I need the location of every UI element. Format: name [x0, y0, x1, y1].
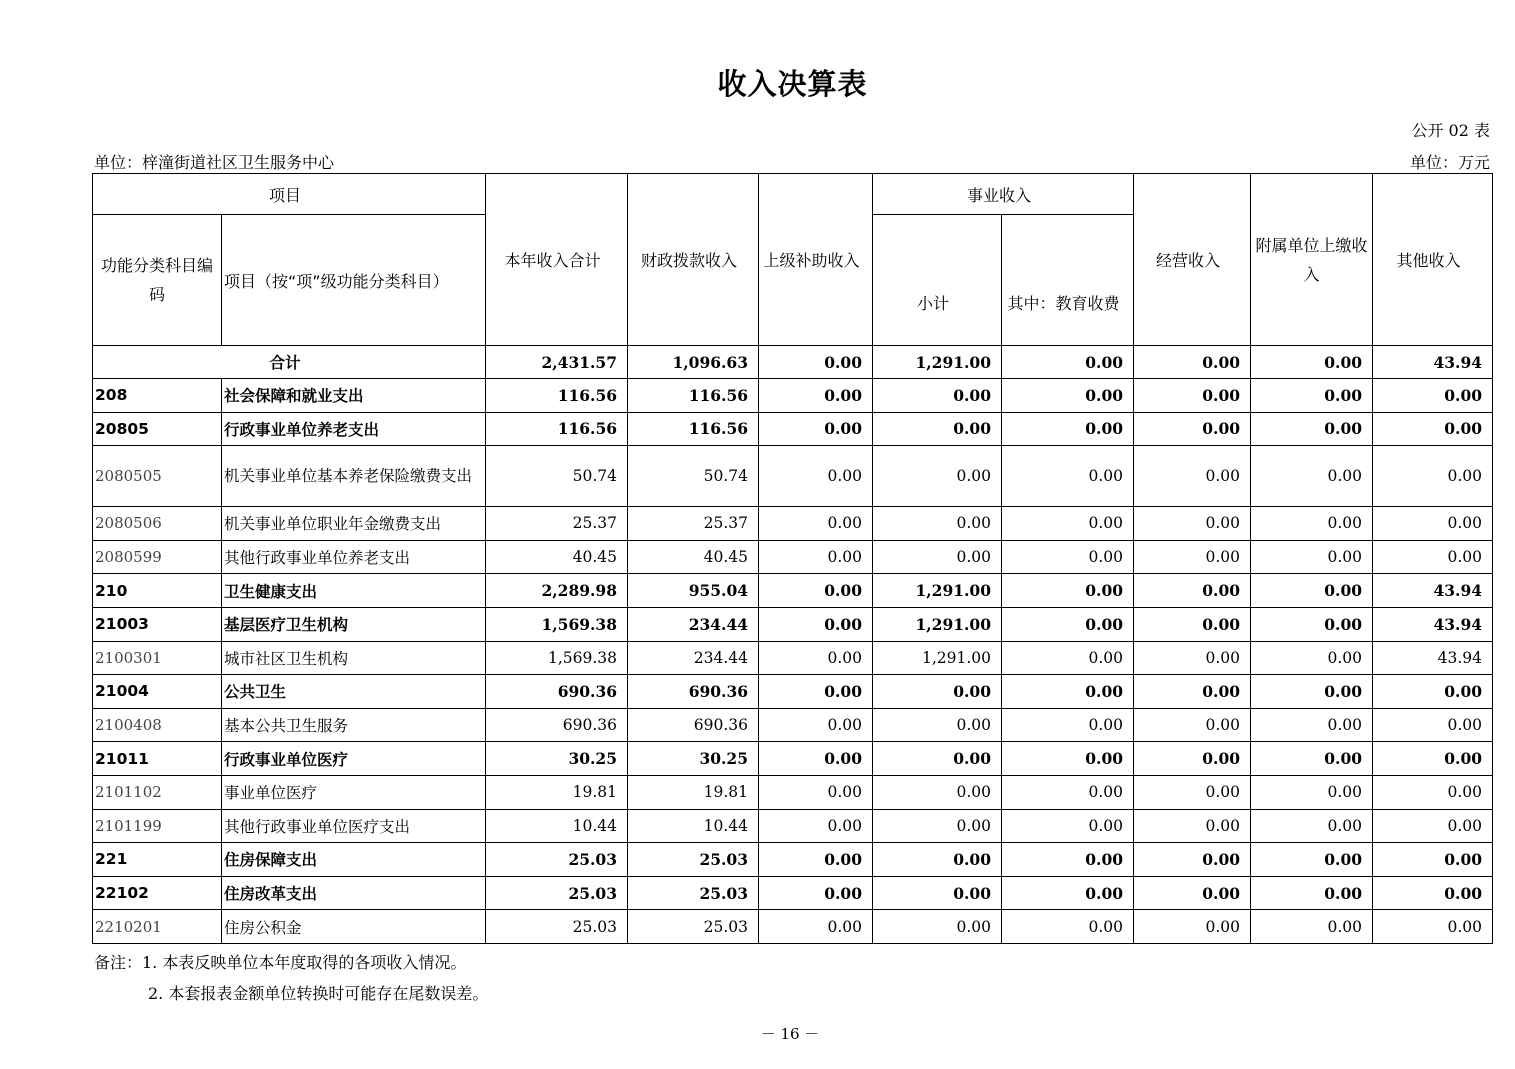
header-subtotal: 小计	[873, 215, 1002, 346]
row-value: 116.56	[628, 412, 759, 446]
row-value: 0.00	[1134, 775, 1251, 809]
row-value: 0.00	[873, 446, 1002, 507]
row-value: 1,291.00	[873, 574, 1002, 608]
table-row	[93, 412, 1493, 446]
row-value: 25.03	[628, 843, 759, 877]
row-value: 690.36	[486, 675, 628, 709]
row-value: 0.00	[1373, 809, 1493, 843]
row-value: 0.00	[1373, 446, 1493, 507]
row-value: 40.45	[628, 540, 759, 574]
row-code: 2080505	[93, 446, 222, 507]
row-value: 1,569.38	[486, 641, 628, 675]
row-name: 其他行政事业单位养老支出	[222, 540, 486, 574]
row-name: 住房改革支出	[222, 876, 486, 910]
row-value: 0.00	[873, 809, 1002, 843]
row-value: 0.00	[1134, 708, 1251, 742]
row-value: 0.00	[873, 910, 1002, 944]
row-code: 2100408	[93, 708, 222, 742]
row-value: 0.00	[1251, 641, 1373, 675]
total-value: 1,096.63	[628, 346, 759, 379]
table-row	[93, 607, 1493, 641]
row-code: 21011	[93, 742, 222, 776]
row-value: 19.81	[628, 775, 759, 809]
row-value: 25.03	[486, 910, 628, 944]
total-value: 43.94	[1373, 346, 1493, 379]
total-value: 0.00	[1251, 346, 1373, 379]
header-operating: 经营收入	[1134, 174, 1251, 346]
row-code: 2080506	[93, 507, 222, 541]
row-value: 0.00	[1373, 412, 1493, 446]
row-name: 机关事业单位基本养老保险缴费支出	[222, 446, 486, 507]
row-value: 0.00	[873, 412, 1002, 446]
table-row	[93, 775, 1493, 809]
header-item-group: 项目	[93, 174, 486, 215]
row-value: 43.94	[1373, 574, 1493, 608]
table-row	[93, 843, 1493, 877]
table-row	[93, 910, 1493, 944]
currency-unit: 单位：万元	[1409, 153, 1490, 172]
row-value: 0.00	[1373, 910, 1493, 944]
row-value: 0.00	[1134, 843, 1251, 877]
row-value: 50.74	[628, 446, 759, 507]
row-name: 社会保障和就业支出	[222, 379, 486, 413]
table-row	[93, 507, 1493, 541]
row-value: 0.00	[759, 809, 873, 843]
table-row	[93, 540, 1493, 574]
row-value: 0.00	[759, 446, 873, 507]
total-value: 1,291.00	[873, 346, 1002, 379]
row-value: 25.03	[628, 876, 759, 910]
table-row	[93, 446, 1493, 507]
row-value: 234.44	[628, 607, 759, 641]
row-value: 0.00	[1002, 641, 1134, 675]
row-value: 0.00	[1373, 675, 1493, 709]
table-row	[93, 809, 1493, 843]
row-name: 住房公积金	[222, 910, 486, 944]
row-value: 25.03	[486, 876, 628, 910]
row-value: 0.00	[1373, 742, 1493, 776]
table-row	[93, 675, 1493, 709]
row-value: 0.00	[1134, 910, 1251, 944]
reporting-unit: 单位：梓潼街道社区卫生服务中心	[94, 153, 335, 172]
row-value: 0.00	[873, 540, 1002, 574]
row-code: 208	[93, 379, 222, 413]
row-value: 0.00	[1134, 574, 1251, 608]
row-value: 0.00	[1251, 809, 1373, 843]
row-value: 1,291.00	[873, 607, 1002, 641]
row-name: 城市社区卫生机构	[222, 641, 486, 675]
row-value: 43.94	[1373, 607, 1493, 641]
row-code: 2210201	[93, 910, 222, 944]
header-fiscal: 财政拨款收入	[628, 174, 759, 346]
row-value: 0.00	[1002, 607, 1134, 641]
row-value: 0.00	[759, 540, 873, 574]
header-affiliated: 附属单位上缴收入	[1251, 174, 1373, 346]
row-value: 30.25	[486, 742, 628, 776]
row-value: 25.37	[486, 507, 628, 541]
row-value: 1,291.00	[873, 641, 1002, 675]
row-value: 0.00	[1373, 775, 1493, 809]
row-value: 0.00	[759, 607, 873, 641]
header-total-income: 本年收入合计	[486, 174, 628, 346]
row-name: 其他行政事业单位医疗支出	[222, 809, 486, 843]
table-row	[93, 574, 1493, 608]
row-value: 0.00	[1134, 809, 1251, 843]
table-row	[93, 379, 1493, 413]
row-value: 116.56	[628, 379, 759, 413]
row-value: 0.00	[1002, 742, 1134, 776]
row-value: 0.00	[1134, 507, 1251, 541]
row-value: 116.56	[486, 412, 628, 446]
row-value: 0.00	[1251, 379, 1373, 413]
row-value: 10.44	[486, 809, 628, 843]
row-value: 0.00	[1002, 540, 1134, 574]
row-value: 0.00	[873, 708, 1002, 742]
row-value: 0.00	[1002, 876, 1134, 910]
row-value: 0.00	[1134, 742, 1251, 776]
page-title: 收入决算表	[717, 67, 868, 101]
total-value: 2,431.57	[486, 346, 628, 379]
row-value: 0.00	[759, 843, 873, 877]
header-func-code: 功能分类科目编码	[93, 215, 222, 346]
header-row-1	[93, 174, 1493, 215]
row-name: 住房保障支出	[222, 843, 486, 877]
row-value: 0.00	[1002, 843, 1134, 877]
row-value: 0.00	[1251, 910, 1373, 944]
row-value: 0.00	[759, 742, 873, 776]
table-row	[93, 641, 1493, 675]
row-value: 0.00	[1134, 607, 1251, 641]
row-value: 30.25	[628, 742, 759, 776]
header-superior-subsidy: 上级补助收入	[759, 174, 873, 346]
form-number: 公开 02 表	[1411, 121, 1490, 140]
row-value: 0.00	[873, 507, 1002, 541]
row-value: 0.00	[1251, 876, 1373, 910]
row-value: 0.00	[1134, 412, 1251, 446]
row-value: 0.00	[759, 675, 873, 709]
row-value: 0.00	[1373, 507, 1493, 541]
row-value: 0.00	[1002, 675, 1134, 709]
row-value: 0.00	[1002, 412, 1134, 446]
row-code: 22102	[93, 876, 222, 910]
row-code: 21003	[93, 607, 222, 641]
row-value: 0.00	[1251, 446, 1373, 507]
row-value: 50.74	[486, 446, 628, 507]
row-value: 690.36	[486, 708, 628, 742]
row-value: 10.44	[628, 809, 759, 843]
row-value: 0.00	[1002, 379, 1134, 413]
row-value: 690.36	[628, 708, 759, 742]
row-code: 2101102	[93, 775, 222, 809]
row-name: 基本公共卫生服务	[222, 708, 486, 742]
row-value: 0.00	[1002, 775, 1134, 809]
row-value: 2,289.98	[486, 574, 628, 608]
row-value: 40.45	[486, 540, 628, 574]
row-name: 基层医疗卫生机构	[222, 607, 486, 641]
row-value: 0.00	[1373, 708, 1493, 742]
row-code: 21004	[93, 675, 222, 709]
note-line-1: 备注：1. 本表反映单位本年度取得的各项收入情况。	[94, 953, 467, 972]
row-value: 0.00	[1134, 540, 1251, 574]
row-value: 0.00	[1251, 507, 1373, 541]
row-code: 2080599	[93, 540, 222, 574]
row-value: 0.00	[1251, 675, 1373, 709]
row-value: 19.81	[486, 775, 628, 809]
header-item-name: 项目（按“项”级功能分类科目）	[222, 215, 486, 346]
row-value: 25.37	[628, 507, 759, 541]
row-value: 0.00	[873, 742, 1002, 776]
row-value: 0.00	[1373, 540, 1493, 574]
row-value: 0.00	[1373, 843, 1493, 877]
row-value: 0.00	[759, 379, 873, 413]
row-value: 0.00	[759, 708, 873, 742]
row-value: 234.44	[628, 641, 759, 675]
table-row	[93, 876, 1493, 910]
row-value: 0.00	[1251, 540, 1373, 574]
row-name: 行政事业单位医疗	[222, 742, 486, 776]
row-value: 0.00	[1134, 446, 1251, 507]
row-name: 公共卫生	[222, 675, 486, 709]
table-row	[93, 742, 1493, 776]
row-code: 221	[93, 843, 222, 877]
row-code: 2101199	[93, 809, 222, 843]
total-value: 0.00	[1002, 346, 1134, 379]
row-value: 25.03	[628, 910, 759, 944]
total-row	[93, 346, 1493, 379]
row-value: 0.00	[873, 675, 1002, 709]
row-value: 0.00	[873, 843, 1002, 877]
row-value: 25.03	[486, 843, 628, 877]
total-value: 0.00	[759, 346, 873, 379]
row-value: 0.00	[1251, 412, 1373, 446]
total-value: 0.00	[1134, 346, 1251, 379]
row-name: 机关事业单位职业年金缴费支出	[222, 507, 486, 541]
header-business-group: 事业收入	[873, 174, 1134, 215]
note-line-2: 2. 本套报表金额单位转换时可能存在尾数误差。	[148, 984, 489, 1003]
header-other: 其他收入	[1373, 174, 1493, 346]
row-value: 0.00	[1251, 843, 1373, 877]
row-value: 0.00	[1373, 379, 1493, 413]
row-value: 0.00	[759, 876, 873, 910]
row-value: 0.00	[759, 641, 873, 675]
row-value: 0.00	[1251, 708, 1373, 742]
row-value: 0.00	[873, 775, 1002, 809]
row-value: 690.36	[628, 675, 759, 709]
row-value: 0.00	[759, 910, 873, 944]
row-value: 0.00	[1002, 708, 1134, 742]
row-value: 0.00	[759, 412, 873, 446]
row-value: 0.00	[1251, 742, 1373, 776]
row-value: 0.00	[873, 876, 1002, 910]
row-value: 43.94	[1373, 641, 1493, 675]
row-value: 0.00	[873, 379, 1002, 413]
row-value: 0.00	[1134, 876, 1251, 910]
row-code: 20805	[93, 412, 222, 446]
row-value: 0.00	[1002, 446, 1134, 507]
row-value: 0.00	[759, 507, 873, 541]
row-value: 0.00	[1002, 910, 1134, 944]
notes	[94, 947, 488, 1009]
row-value: 0.00	[1251, 574, 1373, 608]
row-value: 0.00	[1134, 675, 1251, 709]
total-label: 合计	[93, 346, 486, 379]
row-value: 0.00	[1002, 574, 1134, 608]
row-value: 0.00	[759, 574, 873, 608]
row-value: 0.00	[1134, 379, 1251, 413]
row-code: 210	[93, 574, 222, 608]
row-value: 0.00	[1002, 809, 1134, 843]
row-name: 行政事业单位养老支出	[222, 412, 486, 446]
row-value: 0.00	[1251, 775, 1373, 809]
row-value: 0.00	[1251, 607, 1373, 641]
table-row	[93, 708, 1493, 742]
row-value: 1,569.38	[486, 607, 628, 641]
row-value: 955.04	[628, 574, 759, 608]
row-code: 2100301	[93, 641, 222, 675]
header-education-fee: 其中：教育收费	[1002, 215, 1134, 346]
row-value: 0.00	[1002, 507, 1134, 541]
page-number: － 16 －	[760, 1025, 820, 1043]
row-value: 116.56	[486, 379, 628, 413]
row-name: 事业单位医疗	[222, 775, 486, 809]
income-table	[92, 173, 1493, 944]
row-value: 0.00	[1373, 876, 1493, 910]
row-name: 卫生健康支出	[222, 574, 486, 608]
row-value: 0.00	[1134, 641, 1251, 675]
row-value: 0.00	[759, 775, 873, 809]
